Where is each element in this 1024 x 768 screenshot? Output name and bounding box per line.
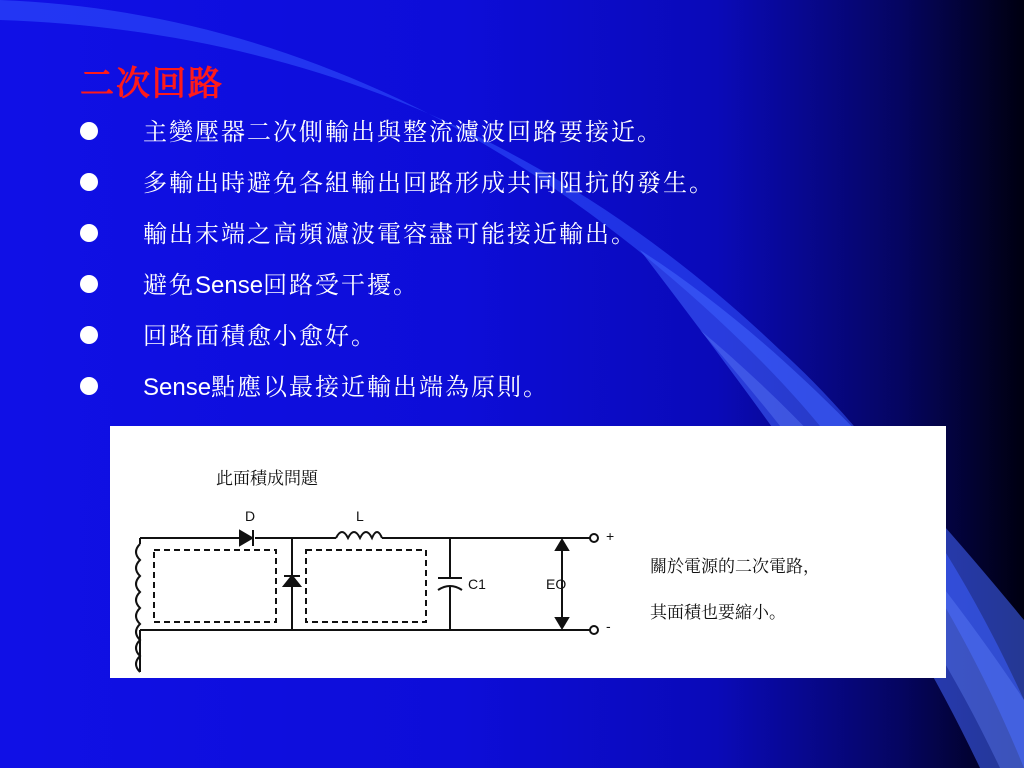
bullet-text bbox=[143, 265, 419, 300]
label-diode: D bbox=[245, 508, 256, 524]
eo-arrow-top bbox=[556, 540, 568, 550]
bullet-text-prefix: 避免 bbox=[143, 271, 195, 299]
label-minus: - bbox=[606, 618, 611, 634]
bullet-text-suffix: 回路受干擾。 bbox=[263, 271, 420, 299]
bullet-list bbox=[80, 112, 715, 418]
figure-note-line2: 其面積也要縮小。 bbox=[650, 603, 786, 623]
bullet-dot-icon bbox=[80, 275, 98, 293]
terminal-plus bbox=[590, 534, 598, 542]
loop-area-box-1 bbox=[154, 550, 276, 622]
eo-arrow-bottom bbox=[556, 618, 568, 628]
circuit-figure bbox=[110, 426, 946, 678]
label-capacitor: C1 bbox=[468, 576, 486, 592]
figure-note-line1: 關於電源的二次電路， bbox=[650, 557, 820, 577]
diode-d-symbol bbox=[240, 531, 252, 545]
figure-caption-top: 此面積成問題 bbox=[216, 469, 318, 489]
bullet-text bbox=[143, 367, 549, 402]
terminal-minus bbox=[590, 626, 598, 634]
loop-area-box-2 bbox=[306, 550, 426, 622]
label-plus: + bbox=[606, 528, 615, 544]
bullet-item bbox=[80, 112, 715, 163]
fw-diode-symbol bbox=[284, 576, 300, 586]
bullet-item bbox=[80, 316, 715, 367]
bullet-dot-icon bbox=[80, 122, 98, 140]
bullet-dot-icon bbox=[80, 224, 98, 242]
slide-title: 二次回路 bbox=[80, 64, 224, 104]
bullet-item bbox=[80, 367, 715, 418]
bullet-item bbox=[80, 214, 715, 265]
bullet-dot-icon bbox=[80, 173, 98, 191]
bullet-text: 回路面積愈小愈好。 bbox=[143, 322, 377, 350]
bullet-item bbox=[80, 163, 715, 214]
bullet-item bbox=[80, 265, 715, 316]
bullet-dot-icon bbox=[80, 326, 98, 344]
label-output: EO bbox=[546, 576, 567, 592]
bullet-text: 主變壓器二次側輸出與整流濾波回路要接近。 bbox=[143, 118, 663, 146]
bullet-text: 輸出末端之高頻濾波電容盡可能接近輸出。 bbox=[143, 220, 637, 248]
label-inductor: L bbox=[356, 508, 364, 524]
bullet-dot-icon bbox=[80, 377, 98, 395]
inductor-l-symbol bbox=[336, 532, 382, 538]
bullet-text-suffix: 點應以最接近輸出端為原則。 bbox=[211, 373, 550, 401]
bullet-text-latin: Sense bbox=[143, 374, 212, 401]
bullet-text: 多輸出時避免各組輸出回路形成共同阻抗的發生。 bbox=[143, 169, 715, 197]
bullet-text-latin: Sense bbox=[195, 272, 264, 299]
